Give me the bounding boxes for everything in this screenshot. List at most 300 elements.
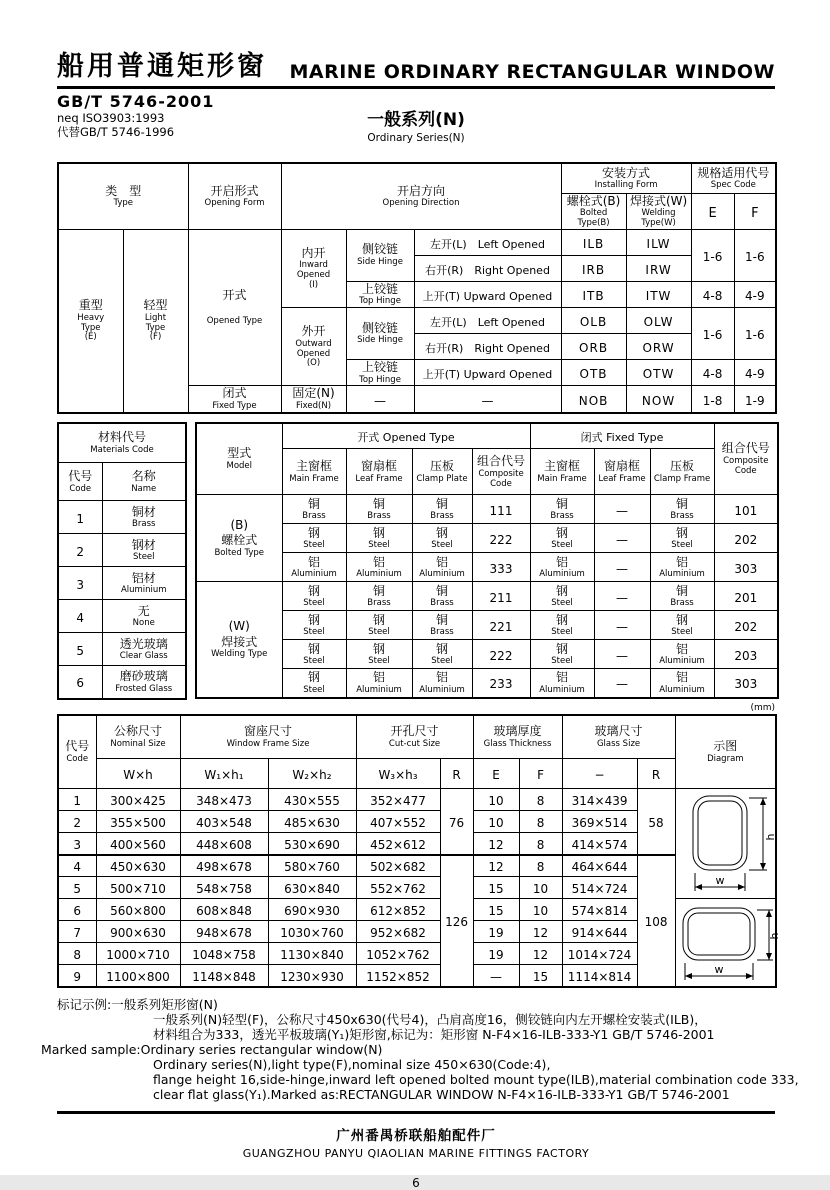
spec-cell xyxy=(691,386,734,413)
en-label: Heavy Type (E) xyxy=(77,312,105,343)
en-label: Clamp Plate xyxy=(416,473,468,484)
inward-opened-cell xyxy=(281,229,346,307)
label: 6 xyxy=(76,676,85,691)
label: 4-9 xyxy=(745,288,765,303)
label: 7 xyxy=(73,926,82,941)
cn-label: 窗座尺寸 xyxy=(244,724,293,739)
label: 5 xyxy=(73,882,82,897)
cn-label: 铜 xyxy=(435,583,448,598)
cn-label: 名称 xyxy=(131,469,156,484)
label: 1-6 xyxy=(702,327,723,342)
composite-code-cell xyxy=(472,582,530,611)
cn-label: 铜 xyxy=(435,612,448,627)
label: 211 xyxy=(489,590,513,605)
cn-label: 安装方式 xyxy=(602,165,651,180)
label: 10 xyxy=(488,816,504,831)
standard-replaces: 代替GB/T 5746-1996 xyxy=(57,125,175,140)
spec-cell xyxy=(734,281,776,307)
thickness-cell xyxy=(473,811,519,833)
en-label: Steel xyxy=(368,540,390,551)
en-label: Aluminium xyxy=(120,585,167,596)
size-cell xyxy=(268,833,356,855)
cn-label: 开式 xyxy=(222,287,247,302)
thickness-cell xyxy=(473,789,519,811)
cn-label: 钢 xyxy=(307,641,320,656)
size-cell xyxy=(356,899,440,921)
col-header-bolted xyxy=(561,193,626,229)
spec-cell xyxy=(734,307,776,359)
col-header-nominal-size xyxy=(96,715,180,759)
label: 5 xyxy=(76,643,85,658)
size-cell xyxy=(268,943,356,965)
label: R xyxy=(651,768,661,783)
material-name xyxy=(102,567,186,600)
material-cell xyxy=(412,582,472,611)
material-cell xyxy=(346,640,412,669)
en-label: Steel xyxy=(551,598,573,609)
en-label: Top Hinge xyxy=(359,296,401,307)
en-label: Brass xyxy=(550,511,574,522)
label: F xyxy=(537,768,544,783)
label: — xyxy=(616,619,629,634)
cn-label: 轻型 xyxy=(143,298,168,313)
size-code xyxy=(58,789,96,811)
cn-label: 上铰链 xyxy=(362,359,399,374)
label: 303 xyxy=(734,677,758,692)
en-label: Brass xyxy=(430,598,454,609)
dimension-label-w: w xyxy=(715,873,725,887)
thickness-cell xyxy=(519,877,562,899)
size-cell xyxy=(356,811,440,833)
label: 58 xyxy=(648,815,664,830)
label: 221 xyxy=(489,619,513,634)
cn-label: 铝 xyxy=(372,670,385,685)
label: 开式 Opened Type xyxy=(357,431,455,445)
dimension-label-h: h xyxy=(767,932,781,940)
thickness-cell xyxy=(473,899,519,921)
material-code xyxy=(58,567,102,600)
size-cell xyxy=(96,855,180,877)
en-label: Steel xyxy=(551,656,573,667)
cn-label: 规格适用代号 xyxy=(697,165,770,180)
label: 690×930 xyxy=(284,904,340,919)
size-cell xyxy=(180,789,268,811)
cn-label: (B) 螺栓式 xyxy=(221,517,258,548)
material-cell xyxy=(650,669,714,698)
en-label: Aluminium xyxy=(291,569,337,580)
light-type-cell xyxy=(123,229,188,413)
size-cell xyxy=(96,921,180,943)
label: — xyxy=(374,393,387,408)
label: 8 xyxy=(536,794,545,809)
material-cell xyxy=(412,524,472,553)
radius-cell xyxy=(637,789,675,855)
size-code xyxy=(58,921,96,943)
size-cell xyxy=(268,789,356,811)
size-cell xyxy=(180,833,268,855)
cn-label: 铜 xyxy=(676,496,689,511)
standard-neq: neq ISO3903:1993 xyxy=(57,111,165,125)
label: 8 xyxy=(536,816,545,831)
label: 222 xyxy=(489,648,513,663)
composite-code-cell xyxy=(714,669,778,698)
size-cell xyxy=(268,899,356,921)
label: 403×548 xyxy=(196,816,252,831)
material-cell xyxy=(650,553,714,582)
label: 201 xyxy=(734,590,758,605)
cn-label: 开启形式 xyxy=(210,183,259,198)
en-label: Diagram xyxy=(707,753,744,764)
size-cell xyxy=(356,877,440,899)
label: 10 xyxy=(532,904,549,919)
label: 126 xyxy=(445,915,468,930)
material-cell xyxy=(530,640,594,669)
material-cell xyxy=(650,582,714,611)
size-cell xyxy=(562,833,637,855)
label: 1052×762 xyxy=(366,948,430,963)
spec-cell xyxy=(734,359,776,385)
col-header-e xyxy=(691,193,734,229)
code-cell xyxy=(561,386,626,413)
thickness-cell xyxy=(473,965,519,987)
note-line: 一般系列(N)轻型(F)，公称尺寸450x630(代号4)，凸肩高度16，侧铰链向内左开螺栓安装式(ILB)， xyxy=(153,1011,707,1027)
spec-cell xyxy=(691,281,734,307)
en-label: Brass xyxy=(430,511,454,522)
group-header-opened xyxy=(282,423,530,449)
size-cell xyxy=(268,855,356,877)
composite-code-cell xyxy=(714,495,778,524)
composite-code-cell xyxy=(714,582,778,611)
material-cell xyxy=(650,495,714,524)
cn-label: 开启方向 xyxy=(397,183,446,198)
label: 400×560 xyxy=(110,837,166,852)
label: 303 xyxy=(734,561,758,576)
size-cell xyxy=(96,789,180,811)
en-label: Spec Code xyxy=(710,180,756,191)
cn-label: 铝 xyxy=(676,641,689,656)
cn-label: 铝 xyxy=(435,670,448,685)
cn-label: 铝 xyxy=(556,554,569,569)
label: — xyxy=(616,648,629,663)
bolted-model-cell xyxy=(196,495,282,582)
label: ILW xyxy=(646,236,671,251)
label: 914×644 xyxy=(571,926,628,941)
en-label: Aluminium xyxy=(539,684,585,695)
cn-label: 铜 xyxy=(676,583,689,598)
label: ITW xyxy=(645,288,672,303)
cn-label: 固定(N) xyxy=(292,386,335,401)
label: 369×514 xyxy=(571,816,628,831)
en-label: Welding Type xyxy=(211,649,268,660)
code-cell xyxy=(561,359,626,385)
note-line: flange height 16,side-hinge,inward left opened bolted mount type(ILB),material combination code 333, xyxy=(153,1071,799,1087)
size-cell xyxy=(562,855,637,877)
label: 333 xyxy=(489,561,513,576)
en-label: Brass xyxy=(367,598,391,609)
label: — xyxy=(481,393,494,408)
size-code xyxy=(58,833,96,855)
col-header-model xyxy=(196,423,282,495)
material-cell xyxy=(346,611,412,640)
en-label: Brass xyxy=(367,511,391,522)
col-header-main-frame xyxy=(530,449,594,495)
label: ITB xyxy=(582,288,605,303)
code-cell xyxy=(626,281,691,307)
sub-header-w1h1 xyxy=(180,759,268,789)
en-label: Glass Size xyxy=(596,738,641,749)
en-label: Steel xyxy=(671,627,693,638)
thickness-cell xyxy=(519,965,562,987)
label: 580×760 xyxy=(284,860,340,875)
material-cell xyxy=(530,669,594,698)
cn-label: 钢材 xyxy=(131,537,156,552)
en-label: Aluminium xyxy=(539,569,585,580)
size-cell xyxy=(562,899,637,921)
page-title-cn: 船用普通矩形窗 xyxy=(57,51,267,82)
cn-label: 钢 xyxy=(307,612,320,627)
size-cell xyxy=(268,811,356,833)
label: 2 xyxy=(73,816,82,831)
label: 300×425 xyxy=(110,794,166,809)
code-cell xyxy=(561,307,626,333)
en-label: Steel xyxy=(551,540,573,551)
label: 上开(T) Upward Opened xyxy=(422,289,553,303)
material-cell xyxy=(346,495,412,524)
en-label: Top Hinge xyxy=(359,374,401,385)
cn-label: 钢 xyxy=(556,641,569,656)
en-label: Side Hinge xyxy=(357,257,403,268)
en-label: Steel xyxy=(303,684,325,695)
code-cell xyxy=(561,229,626,255)
en-label: Steel xyxy=(303,656,325,667)
cn-label: 钢 xyxy=(556,612,569,627)
note-line: Ordinary series(N),light type(F),nominal size 450×630(Code:4), xyxy=(153,1056,551,1072)
size-cell xyxy=(356,943,440,965)
dimension-label-w: w xyxy=(714,963,724,977)
composite-code-cell xyxy=(714,611,778,640)
cn-label: 类 型 xyxy=(105,183,142,198)
label: 202 xyxy=(734,619,758,634)
cn-label: 代号 xyxy=(68,469,93,484)
size-code xyxy=(58,855,96,877)
cn-label: 铜 xyxy=(372,583,385,598)
side-hinge-cell xyxy=(346,229,414,281)
en-label: Steel xyxy=(303,598,325,609)
material-cell xyxy=(412,611,472,640)
cn-label: 上铰链 xyxy=(362,281,399,296)
label: 1-6 xyxy=(745,327,765,342)
label: W₂×h₂ xyxy=(292,768,332,783)
label: 上开(T) Upward Opened xyxy=(422,368,553,382)
en-label: Aluminium xyxy=(356,569,402,580)
sub-header-r xyxy=(440,759,473,789)
en-label: Steel xyxy=(303,627,325,638)
code-cell xyxy=(626,386,691,413)
en-label: Aluminium xyxy=(419,569,465,580)
en-label: Steel xyxy=(431,656,453,667)
label: — xyxy=(616,590,629,605)
col-header-cut-size xyxy=(356,715,473,759)
label: — xyxy=(616,503,629,518)
composite-code-cell xyxy=(472,640,530,669)
material-cell xyxy=(346,582,412,611)
label: R xyxy=(452,768,461,783)
dash-cell xyxy=(594,640,650,669)
material-cell xyxy=(412,669,472,698)
en-label: Opened Type xyxy=(206,316,263,327)
en-label: Fixed(N) xyxy=(296,400,332,411)
label: — xyxy=(616,532,629,547)
label: 右开(R) Right Opened xyxy=(425,341,550,355)
label: 485×630 xyxy=(284,816,340,831)
label: 608×848 xyxy=(196,904,252,919)
size-cell xyxy=(180,811,268,833)
size-code xyxy=(58,811,96,833)
label: W₁×h₁ xyxy=(204,768,244,783)
cn-label: 铝 xyxy=(435,554,448,569)
material-cell xyxy=(346,524,412,553)
sub-header-wh xyxy=(96,759,180,789)
en-label: Code xyxy=(69,483,92,494)
series-title xyxy=(57,105,775,144)
material-cell xyxy=(412,640,472,669)
material-code xyxy=(58,600,102,633)
en-label: Composite Code xyxy=(723,455,769,476)
en-label: Brass xyxy=(670,511,694,522)
label: 355×500 xyxy=(110,816,166,831)
col-header-code xyxy=(58,715,96,789)
marking-notes xyxy=(41,996,799,1103)
cn-label: 钢 xyxy=(435,525,448,540)
en-label: Window Frame Size xyxy=(226,738,310,749)
cn-label: 钢 xyxy=(556,525,569,540)
en-label: Name xyxy=(131,483,157,494)
label: OLB xyxy=(579,314,608,329)
size-cell xyxy=(268,921,356,943)
thickness-cell xyxy=(519,855,562,877)
direction-cell xyxy=(414,359,561,385)
code-cell xyxy=(626,333,691,359)
label: 8 xyxy=(536,860,545,875)
direction-cell xyxy=(414,255,561,281)
composite-code-cell xyxy=(472,524,530,553)
label: 108 xyxy=(644,915,668,930)
cn-label: 铜 xyxy=(307,496,320,511)
cn-label: 铜 xyxy=(556,496,569,511)
size-table xyxy=(57,714,781,988)
label: ILB xyxy=(582,236,605,251)
col-header-welding xyxy=(626,193,691,229)
thickness-cell xyxy=(519,899,562,921)
thickness-cell xyxy=(473,877,519,899)
label: 左开(L) Left Opened xyxy=(430,237,546,251)
thickness-cell xyxy=(519,833,562,855)
spec-cell xyxy=(691,359,734,385)
en-label: Welding Type(W) xyxy=(641,208,676,228)
model-combination-table xyxy=(195,422,779,699)
material-name xyxy=(102,600,186,633)
col-header-installing-form xyxy=(561,163,691,193)
top-hinge-cell xyxy=(346,281,414,307)
heavy-type-cell xyxy=(58,229,123,413)
en-label: Brass xyxy=(132,519,156,530)
label: 6 xyxy=(73,904,82,919)
en-label: Clear Glass xyxy=(119,651,168,662)
col-header-opening-direction xyxy=(281,163,561,229)
size-cell xyxy=(562,789,637,811)
size-cell xyxy=(180,877,268,899)
window-diagram-landscape xyxy=(677,900,781,984)
material-cell xyxy=(346,553,412,582)
material-name xyxy=(102,534,186,567)
en-label: Aluminium xyxy=(659,569,705,580)
label: 1148×848 xyxy=(192,969,256,984)
fixed-n-cell xyxy=(281,386,346,413)
cn-label: 玻璃厚度 xyxy=(493,724,542,739)
material-cell xyxy=(650,524,714,553)
label: 4 xyxy=(76,610,85,625)
label: 左开(L) Left Opened xyxy=(430,315,546,329)
code-cell xyxy=(561,255,626,281)
thickness-cell xyxy=(473,855,519,877)
label: 1152×852 xyxy=(366,969,430,984)
code-cell xyxy=(626,359,691,385)
material-code xyxy=(58,534,102,567)
size-cell xyxy=(562,811,637,833)
radius-cell xyxy=(440,789,473,855)
note-line: 标记示例:一般系列矩形窗(N) xyxy=(57,996,218,1012)
en-label: Leaf Frame xyxy=(598,473,646,484)
label: 1-6 xyxy=(702,249,723,264)
en-label: Bolted Type(B) xyxy=(577,208,610,228)
cn-label: 主窗框 xyxy=(295,459,332,474)
cn-label: 铝 xyxy=(307,554,320,569)
composite-code-cell xyxy=(472,553,530,582)
cn-label: 内开 xyxy=(301,245,326,260)
en-label: Steel xyxy=(671,540,693,551)
material-cell xyxy=(650,640,714,669)
size-code xyxy=(58,877,96,899)
material-name xyxy=(102,633,186,666)
size-cell xyxy=(96,899,180,921)
col-header-composite xyxy=(714,423,778,495)
type-opening-table xyxy=(57,162,777,414)
material-cell xyxy=(412,553,472,582)
label: 530×690 xyxy=(284,837,340,852)
col-header-leaf-frame xyxy=(594,449,650,495)
size-cell xyxy=(180,855,268,877)
sub-header-r xyxy=(637,759,675,789)
en-label: Inward Opened (I) xyxy=(296,260,331,290)
size-code xyxy=(58,899,96,921)
label: 19 xyxy=(488,948,504,963)
label: 10 xyxy=(532,882,549,897)
label: OTW xyxy=(642,367,675,382)
label: — xyxy=(616,561,629,576)
en-label: Aluminium xyxy=(659,656,705,667)
cn-label: 螺栓式(B) xyxy=(566,193,621,208)
label: 414×574 xyxy=(571,837,628,852)
size-cell xyxy=(562,921,637,943)
label: 76 xyxy=(448,815,465,830)
label: 952×682 xyxy=(370,926,426,941)
cn-label: 焊接式(W) xyxy=(629,193,688,208)
window-diagram-portrait xyxy=(677,791,777,897)
label: 4 xyxy=(73,860,82,875)
label: NOW xyxy=(641,393,676,408)
size-cell xyxy=(180,899,268,921)
material-code xyxy=(58,666,102,699)
